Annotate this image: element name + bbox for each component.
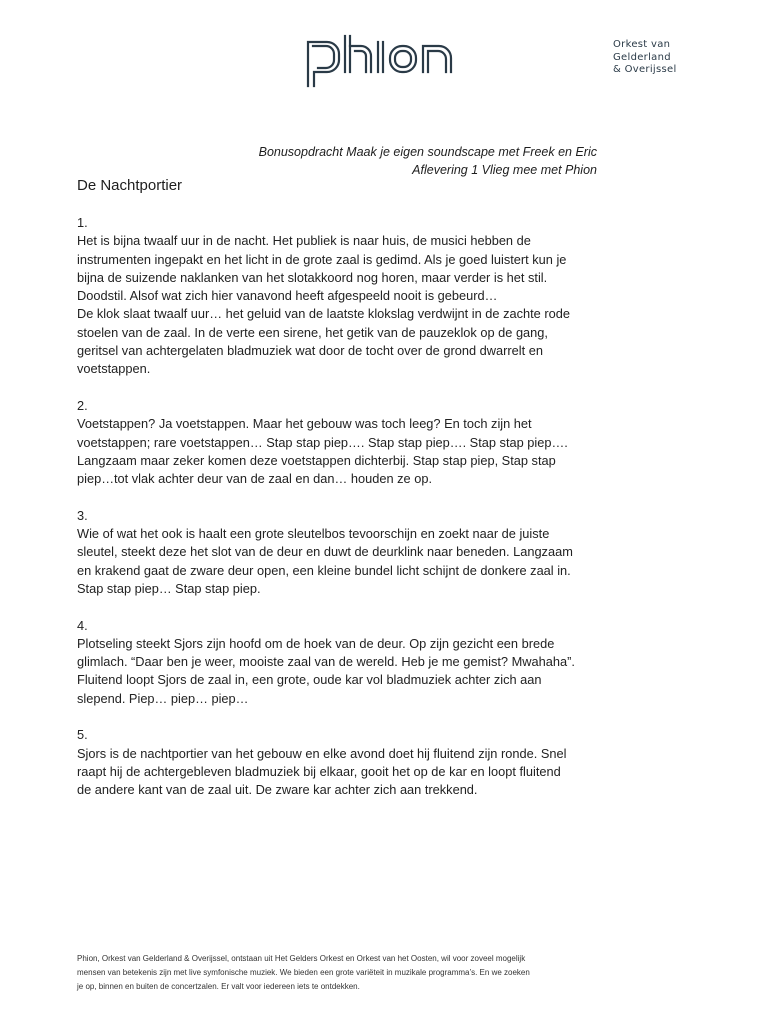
story-section [77, 214, 617, 379]
footer-note [77, 952, 597, 994]
text-line: raapt hij de achtergebleven bladmuziek bij elkaar, gooit het op de kar en loopt fluitend [77, 763, 561, 779]
text-line: bijna de suizende naklanken van het slotakkoord nog horen, maar verder is het stil. [77, 269, 548, 285]
org-line: & Overijssel [613, 64, 677, 75]
story-section [77, 617, 617, 708]
phion-logo [305, 32, 455, 88]
text-line: Sjors is de nachtportier van het gebouw en elke avond doet hij fluitend zijn ronde. Snel [77, 745, 567, 761]
text-line: De klok slaat twaalf uur… het geluid van de laatste klokslag verdwijnt in de zachte rode [77, 306, 570, 322]
episode-title: Aflevering 1 Vlieg mee met Phion [412, 163, 597, 177]
text-line: voetstappen. [77, 361, 151, 377]
section-number: 3. [77, 507, 88, 523]
text-line: Plotseling steekt Sjors zijn hoofd om de hoek van de deur. Op zijn gezicht een brede [77, 635, 555, 651]
story-body [77, 214, 617, 818]
phion-logo-mark [305, 32, 455, 88]
assignment-title: Bonusopdracht Maak je eigen soundscape met Freek en Eric [258, 145, 597, 159]
org-name [613, 39, 677, 77]
org-line: Orkest van [613, 39, 671, 50]
text-line: Doodstil. Alsof wat zich hier vanavond heeft afgespeeld nooit is gebeurd… [77, 288, 498, 304]
section-number: 2. [77, 397, 88, 413]
text-line: Wie of wat het ook is haalt een grote sleutelbos tevoorschijn en zoekt naar de juiste [77, 526, 550, 542]
text-line: geritsel van achtergelaten bladmuziek wat door de tocht over de grond dwarrelt en [77, 343, 543, 359]
text-line: Langzaam maar zeker komen deze voetstappen dichterbij. Stap stap piep, Stap stap [77, 452, 556, 468]
text-line: piep…tot vlak achter deur van de zaal en dan… houden ze op. [77, 471, 432, 487]
text-line: Fluitend loopt Sjors de zaal in, een grote, oude kar vol bladmuziek achter zich aan [77, 672, 542, 688]
document-title: De Nachtportier [77, 177, 183, 194]
org-line: Gelderland [613, 51, 671, 63]
footer-line: Phion, Orkest van Gelderland & Overijssel, ontstaan uit Het Gelders Orkest en Orkest van het Oosten, wil voor zoveel mogelijk [77, 954, 526, 963]
story-section [77, 726, 617, 799]
footer-line: mensen van betekenis zijn met live symfonische muziek. We bieden een grote variëteit in muzikale programma’s. En we zoeken [77, 968, 530, 977]
text-line: Stap stap piep… Stap stap piep. [77, 580, 261, 596]
subheading [259, 143, 597, 179]
section-number: 5. [77, 727, 88, 743]
text-line: Het is bijna twaalf uur in de nacht. Het publiek is naar huis, de musici hebben de [77, 233, 531, 249]
text-line: Voetstappen? Ja voetstappen. Maar het gebouw was toch leeg? En toch zijn het [77, 416, 532, 432]
text-line: glimlach. “Daar ben je weer, mooiste zaal van de wereld. Heb je me gemist? Mwahaha”. [77, 654, 575, 670]
text-line: slepend. Piep… piep… piep… [77, 690, 249, 706]
text-line: instrumenten ingepakt en het licht in de grote zaal is gedimd. Als je goed luistert kun je [77, 251, 567, 267]
text-line: en krakend gaat de zware deur open, een kleine bundel licht schijnt de donkere zaal in. [77, 562, 571, 578]
text-line: stoelen van de zaal. In de verte een sirene, het getik van de pauzeklok op de gang, [77, 324, 548, 340]
text-line: voetstappen; rare voetstappen… Stap stap piep…. Stap stap piep…. Stap stap piep…. [77, 434, 568, 450]
section-number: 4. [77, 617, 88, 633]
section-number: 1. [77, 215, 88, 230]
story-section [77, 507, 617, 598]
footer-line: je op, binnen en buiten de concertzalen. Er valt voor iedereen iets te ontdekken. [77, 982, 360, 991]
story-section [77, 397, 617, 488]
text-line: de andere kant van de zaal uit. De zware kar achter zich aan trekkend. [77, 782, 478, 798]
text-line: sleutel, steekt deze het slot van de deur en duwt de deurklink naar beneden. Langzaam [77, 544, 573, 560]
